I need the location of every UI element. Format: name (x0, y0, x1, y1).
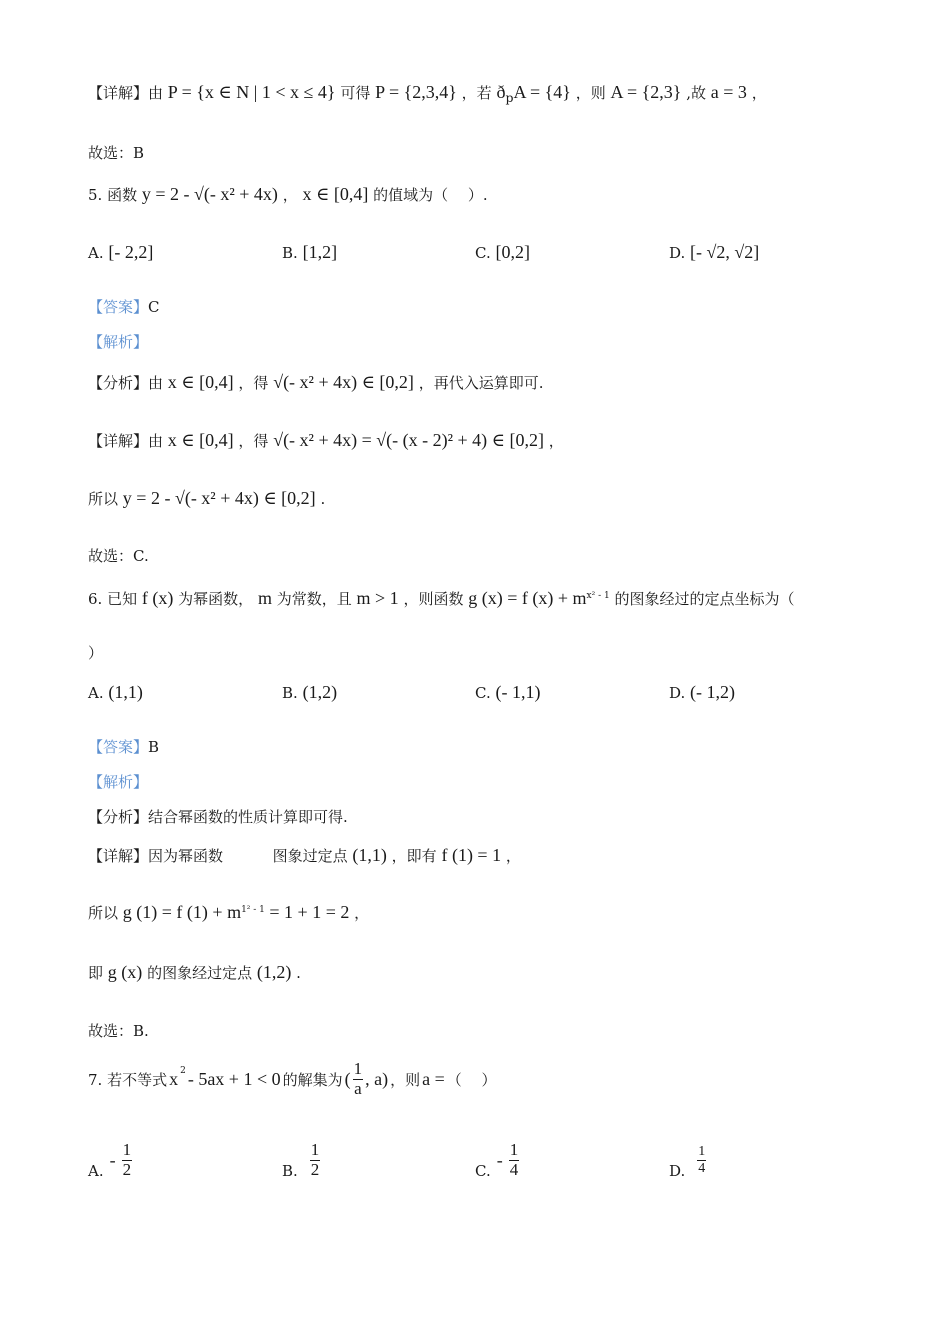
math-m: m (257, 588, 272, 608)
text: ，得 (238, 432, 269, 450)
q5-analysis-line (88, 372, 543, 393)
math-point: (1,1) (352, 845, 387, 865)
detail-label: 【详解】由 (88, 84, 164, 102)
text: . (296, 964, 301, 982)
math-x: x (169, 1068, 179, 1089)
question-number: 7. 若不等式 (88, 1070, 168, 1089)
question-7 (88, 1060, 497, 1098)
q5-option-d (669, 242, 759, 263)
question-6-continuation: ） (88, 644, 104, 662)
text: （ ） (446, 1070, 497, 1089)
q6-detail-line (88, 845, 521, 866)
text: . (320, 490, 326, 508)
text: ，则函数 (403, 590, 464, 608)
detail-label: 【详解】由 (88, 432, 164, 450)
q7-option-b (282, 1140, 320, 1180)
question-number: 6. 已知 (88, 590, 138, 608)
text: 即 (88, 964, 104, 982)
math-g-calc: g (1) = f (1) + m (122, 902, 242, 922)
q5-answer (88, 296, 160, 317)
q6-analysis-line: 【分析】结合幂函数的性质计算即可得. (88, 808, 348, 826)
numerator: 1 (698, 1144, 706, 1160)
text: ， (751, 84, 767, 102)
math-g-result: = 1 + 1 = 2 (264, 902, 350, 922)
text: ， (354, 904, 370, 922)
text: 图象过定点 (272, 847, 348, 865)
answer-label: 【答案】 (88, 298, 149, 316)
q6-calc-line (88, 902, 369, 923)
text: 可得 (340, 84, 371, 102)
option-fraction (122, 1141, 133, 1179)
math-complement-a: A = {4} (513, 82, 571, 102)
math-f: f (x) (141, 588, 174, 608)
option-fraction (310, 1141, 321, 1179)
math-paren: ( (344, 1068, 351, 1089)
text: ， (505, 847, 521, 865)
text: ，则 (390, 1070, 421, 1089)
option-letter: C. (475, 244, 491, 262)
q6-conclusion-line (88, 962, 301, 983)
question-5 (88, 184, 488, 205)
option-value: (1,2) (302, 682, 338, 702)
q6-option-a (88, 682, 143, 703)
option-value: [1,2] (302, 242, 338, 262)
option-letter: A. (88, 684, 104, 702)
option-letter: D. (669, 1162, 686, 1180)
math-domain: x ∈ [0,4] (302, 184, 369, 204)
q6-final-choice: 故选：B. (88, 1022, 149, 1040)
q7-option-a (88, 1140, 132, 1180)
math-exponent: 1² - 1 (241, 905, 265, 915)
text: ， (548, 432, 564, 450)
option-letter: D. (669, 244, 686, 262)
q6-analysis-label: 【解析】 (88, 773, 149, 791)
math-derivation: √(- x² + 4x) = √(- (x - 2)² + 4) ∈ [0,2] (273, 430, 544, 450)
option-value: [- 2,2] (108, 242, 154, 262)
q5-analysis-label: 【解析】 (88, 333, 149, 351)
option-sign: - (496, 1149, 503, 1170)
denominator: 4 (698, 1160, 706, 1176)
text: 的图象经过的定点坐标为（ (614, 590, 795, 608)
text: 为幂函数， (178, 590, 254, 608)
math-exponent: x² - 1 (586, 591, 610, 601)
text: ，再代入运算即可. (418, 374, 544, 392)
option-value: [0,2] (495, 242, 530, 262)
q5-detail-line (88, 430, 564, 451)
math-range: √(- x² + 4x) ∈ [0,2] (273, 372, 414, 392)
text: ，即有 (391, 847, 437, 865)
option-fraction (509, 1141, 520, 1179)
math-a-value: a = 3 (710, 82, 747, 102)
math-a: a = (422, 1068, 445, 1089)
denominator: a (354, 1078, 362, 1098)
math-exponent: 2 (180, 1066, 186, 1076)
option-value: (- 1,1) (495, 682, 541, 702)
question-number: 5. 函数 (88, 186, 138, 204)
option-letter: A. (88, 244, 104, 262)
detail-line-q4 (88, 82, 767, 105)
text: 的值域为（ ）. (373, 186, 488, 204)
text: ,故 (686, 84, 706, 102)
option-letter: C. (475, 1162, 491, 1180)
math-set-a: A = {2,3} (610, 82, 682, 102)
text: 为常数，且 (276, 590, 352, 608)
text: ，则 (575, 84, 606, 102)
option-sign: - (109, 1149, 116, 1170)
math-complement: ð (496, 82, 506, 102)
detail-label: 【详解】因为幂函数 (88, 847, 224, 865)
text: ， (282, 186, 298, 204)
q5-final-choice: 故选：C. (88, 547, 149, 565)
option-value: [- √2, √2] (690, 242, 760, 262)
text: 所以 (88, 904, 119, 922)
option-fraction (697, 1144, 706, 1176)
text: ，得 (238, 374, 269, 392)
q6-answer (88, 736, 159, 757)
math-interval-end: , a) (365, 1068, 389, 1089)
math-function: y = 2 - √(- x² + 4x) (141, 184, 278, 204)
math-point: (1,2) (256, 962, 292, 982)
text: 的图象经过定点 (147, 964, 253, 982)
question-6 (88, 588, 795, 609)
q6-option-d (669, 682, 735, 703)
text: 的解集为 (282, 1070, 343, 1089)
answer-label: 【答案】 (88, 738, 149, 756)
answer-value: C (148, 298, 160, 316)
numerator: 1 (122, 1139, 132, 1159)
math-domain: x ∈ [0,4] (167, 430, 234, 450)
math-fraction (353, 1060, 364, 1098)
numerator: 1 (310, 1139, 320, 1159)
q5-option-c (475, 242, 530, 263)
option-letter: D. (669, 684, 686, 702)
option-letter: B. (282, 244, 298, 262)
math-sub: p (505, 90, 514, 105)
option-value: (- 1,2) (690, 682, 736, 702)
option-letter: B. (282, 1162, 298, 1180)
math-domain: x ∈ [0,4] (167, 372, 234, 392)
math-condition: m > 1 (356, 588, 399, 608)
answer-choice-q4: 故选：B (88, 144, 145, 162)
q5-conclusion-line (88, 488, 325, 509)
numerator: 1 (353, 1059, 363, 1078)
math-inequality: - 5ax + 1 < 0 (187, 1068, 281, 1089)
q7-option-d (669, 1140, 706, 1180)
option-letter: A. (88, 1162, 104, 1180)
denominator: 2 (310, 1159, 320, 1179)
q5-option-b (282, 242, 337, 263)
math-set-p-def: P = {x ∈ N | 1 < x ≤ 4} (167, 82, 336, 102)
analysis-label: 【分析】由 (88, 374, 164, 392)
numerator: 1 (509, 1139, 519, 1159)
denominator: 4 (509, 1159, 519, 1179)
math-g-def: g (x) = f (x) + m (468, 588, 587, 608)
q7-option-c (475, 1140, 519, 1180)
answer-value: B (148, 738, 160, 756)
q5-option-a (88, 242, 153, 263)
math-set-p: P = {2,3,4} (375, 82, 457, 102)
option-letter: B. (282, 684, 298, 702)
math-f-value: f (1) = 1 (441, 845, 502, 865)
text: ，若 (461, 84, 492, 102)
denominator: 2 (122, 1159, 132, 1179)
option-letter: C. (475, 684, 491, 702)
math-g: g (x) (107, 962, 143, 982)
q6-option-c (475, 682, 540, 703)
math-result: y = 2 - √(- x² + 4x) ∈ [0,2] (122, 488, 316, 508)
option-value: (1,1) (108, 682, 143, 702)
q6-option-b (282, 682, 337, 703)
text: 所以 (88, 490, 119, 508)
